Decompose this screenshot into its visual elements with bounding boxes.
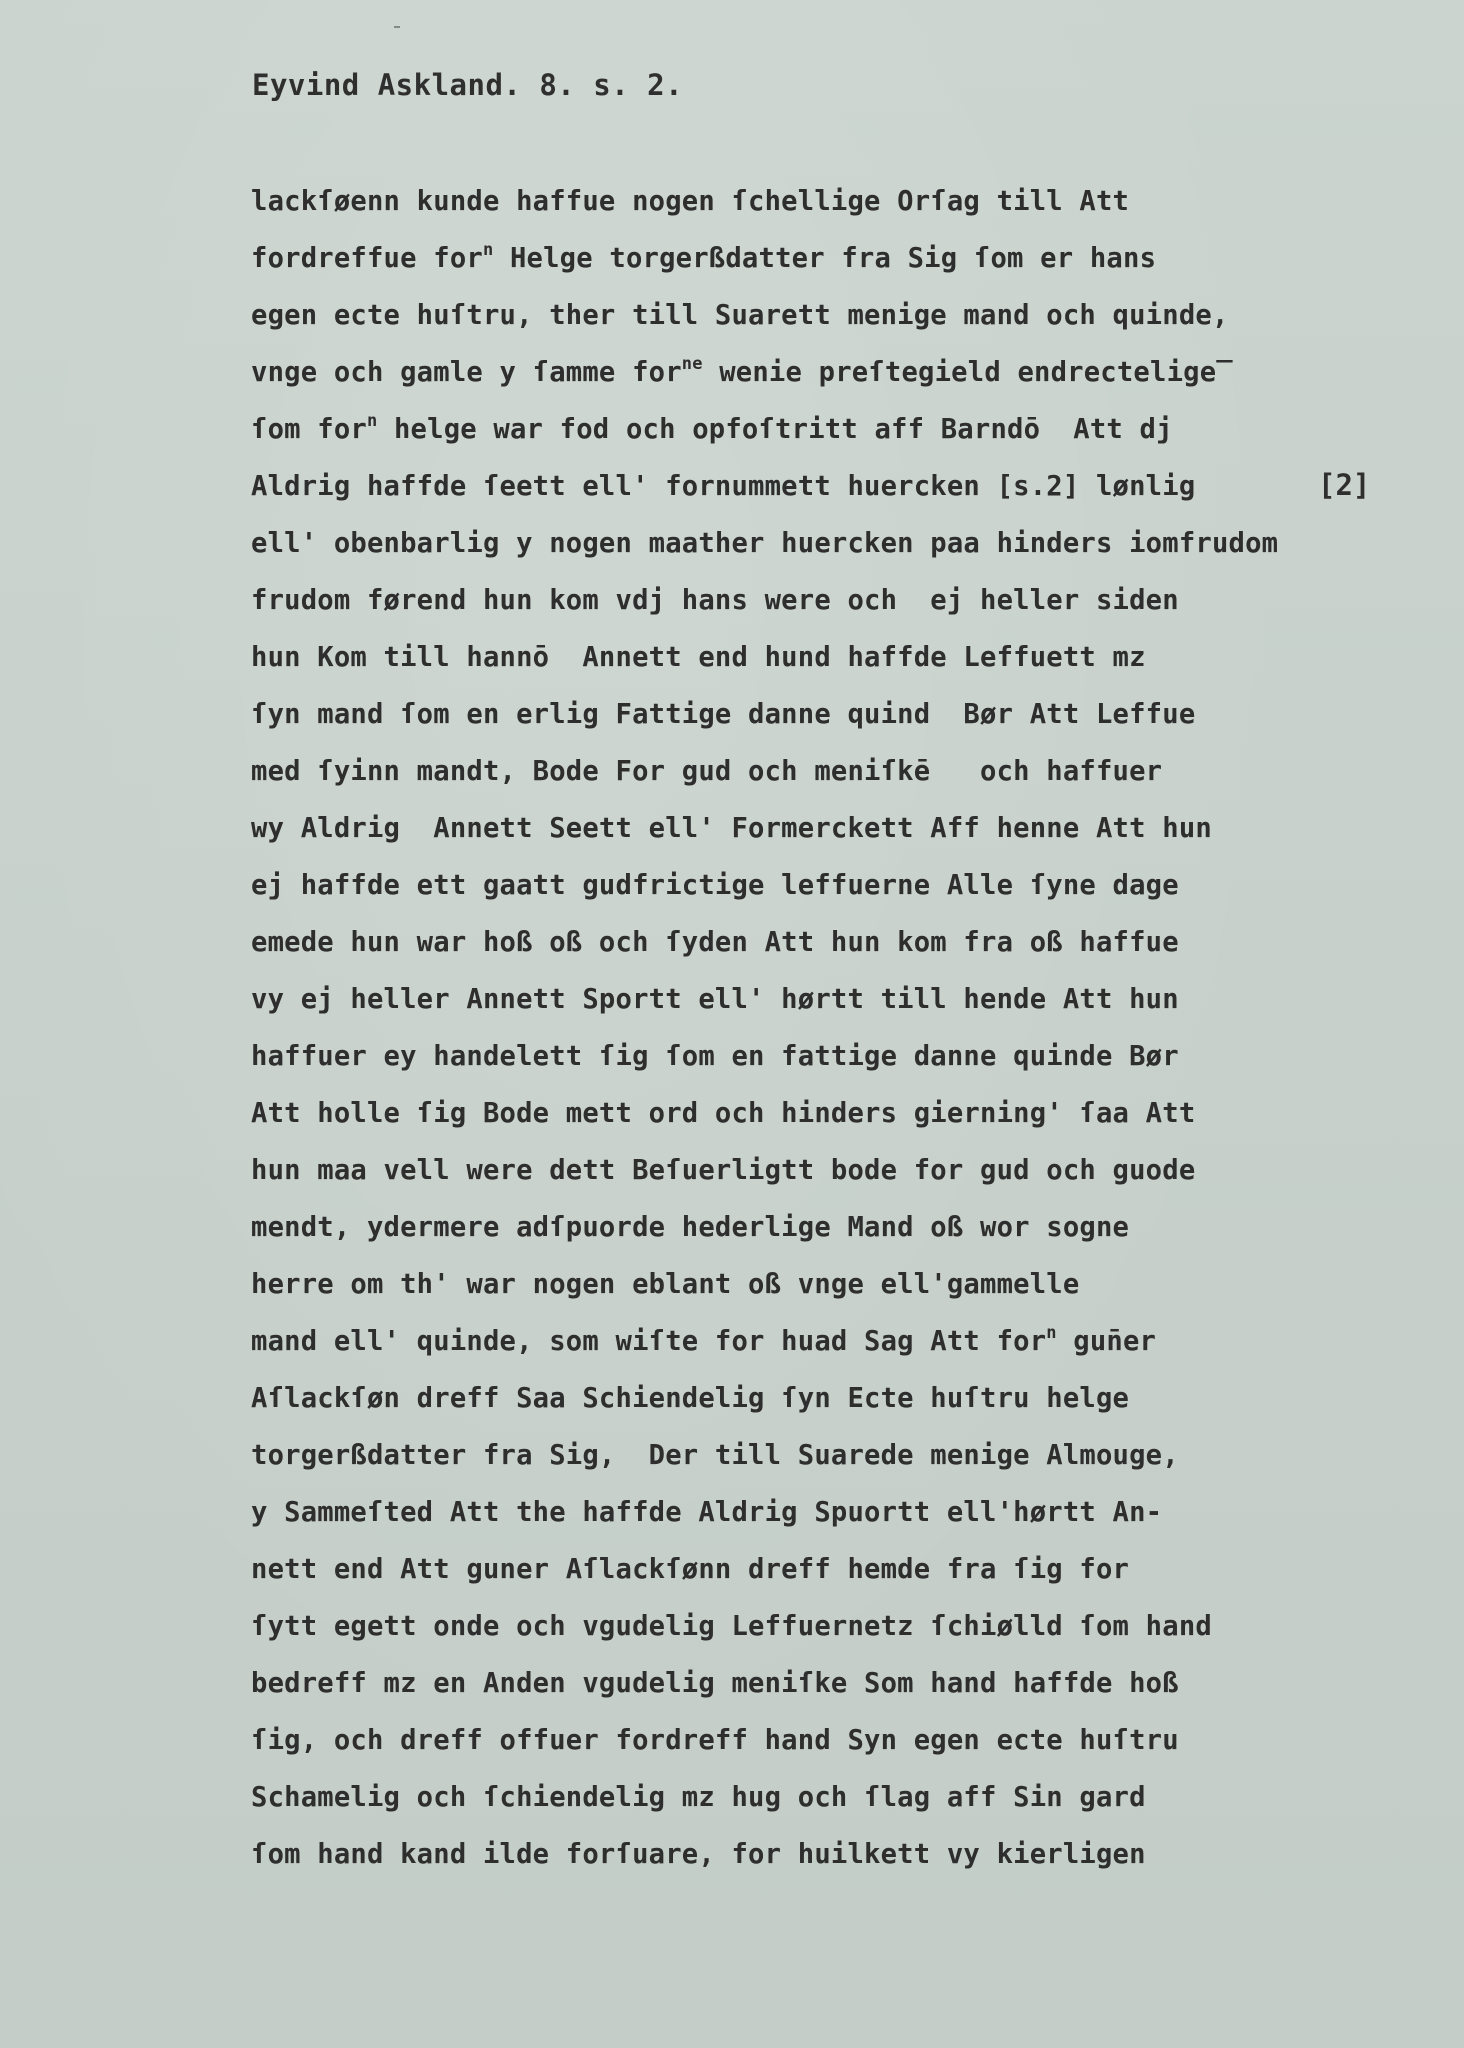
page-header: Eyvind Askland. 8. s. 2. — [252, 68, 684, 102]
text-line: med ſyinn mandt, Bode For gud och meniſkē och haffuer — [251, 756, 1163, 787]
line-segment: vnge och gamle y ſamme for — [251, 357, 682, 388]
text-line: hun Kom till hannō Annett end hund haffde Leffuett mz — [251, 642, 1146, 673]
text-line: Schamelig och ſchiendelig mz hug och ſlag aff Sin gard — [251, 1782, 1146, 1813]
line-segment: ſom for — [251, 414, 367, 445]
line-segment: fordreffue for — [251, 243, 483, 274]
text-line: frudom førend hun kom vdj hans were och ej heller siden — [251, 585, 1179, 616]
text-line: nett end Att guner Aſlackſønn dreff hemde fra ſig for — [251, 1554, 1130, 1585]
text-line: ſyn mand ſom en erlig Fattige danne quind Bør Att Leffue — [251, 699, 1196, 730]
text-line: hun maa vell were dett Beſuerligtt bode for gud och guode — [251, 1155, 1196, 1186]
line-segment: wenie preſtegield endrectelige‾ — [702, 357, 1233, 388]
text-line: lackſøenn kunde haffue nogen ſchellige Orſag till Att — [251, 186, 1130, 217]
text-line — [251, 239, 1278, 296]
text-line — [251, 1322, 1278, 1379]
superscript: n — [482, 239, 494, 260]
superscript: n — [366, 410, 378, 431]
line-segment: mand ell' quinde, som wiſte for huad Sag Att for — [251, 1326, 1047, 1357]
text-line: mendt, ydermere adſpuorde hederlige Mand oß wor sogne — [251, 1212, 1130, 1243]
text-line — [251, 410, 1278, 467]
text-line: y Sammeſted Att the haffde Aldrig Spuortt ell'hørtt An- — [251, 1497, 1163, 1528]
text-line: haffuer ey handelett ſig ſom en fattige danne quinde Bør — [251, 1041, 1179, 1072]
line-segment: helge war fod och opfoſtritt aff Barndō Att dj — [377, 414, 1173, 445]
margin-page-number: [2] — [1318, 468, 1371, 502]
superscript: ne — [681, 353, 703, 374]
text-line: herre om th' war nogen eblant oß vnge ell'gammelle — [251, 1269, 1080, 1300]
text-line: ej haffde ett gaatt gudfrictige leffuerne Alle ſyne dage — [251, 870, 1179, 901]
text-line: Aſlackſøn dreff Saa Schiendelig ſyn Ecte huſtru helge — [251, 1383, 1130, 1414]
text-line: bedreff mz en Anden vgudelig meniſke Som hand haffde hoß — [251, 1668, 1179, 1699]
superscript: n — [1046, 1322, 1057, 1343]
text-line: wy Aldrig Annett Seett ell' Formerckett Aff henne Att hun — [251, 813, 1212, 844]
line-segment: gun̄er — [1056, 1326, 1157, 1357]
text-line: ſytt egett onde och vgudelig Leffuernetz ſchiølld ſom hand — [251, 1611, 1212, 1642]
top-mark — [394, 26, 400, 28]
text-line: ſom hand kand ilde forſuare, for huilkett vy kierligen — [251, 1839, 1146, 1870]
typed-transcript — [251, 182, 1278, 1892]
text-line: emede hun war hoß oß och ſyden Att hun kom fra oß haffue — [251, 927, 1179, 958]
text-line: ſig, och dreff offuer fordreff hand Syn egen ecte huſtru — [251, 1725, 1179, 1756]
text-line — [251, 353, 1278, 410]
text-line: vy ej heller Annett Sportt ell' hørtt till hende Att hun — [251, 984, 1179, 1015]
text-line: egen ecte huſtru, ther till Suarett menige mand och quinde, — [251, 300, 1229, 331]
text-line: torgerßdatter fra Sig, Der till Suarede menige Almouge, — [251, 1440, 1179, 1471]
text-line: Aldrig haffde ſeett ell' fornummett huercken [s.2] lønlig — [251, 471, 1196, 502]
text-line: Att holle ſig Bode mett ord och hinders gierning' ſaa Att — [251, 1098, 1196, 1129]
line-segment: Helge torgerßdatter fra Sig ſom er hans — [493, 243, 1157, 274]
text-line: ell' obenbarlig y nogen maather huercken paa hinders iomfrudom — [251, 528, 1279, 559]
